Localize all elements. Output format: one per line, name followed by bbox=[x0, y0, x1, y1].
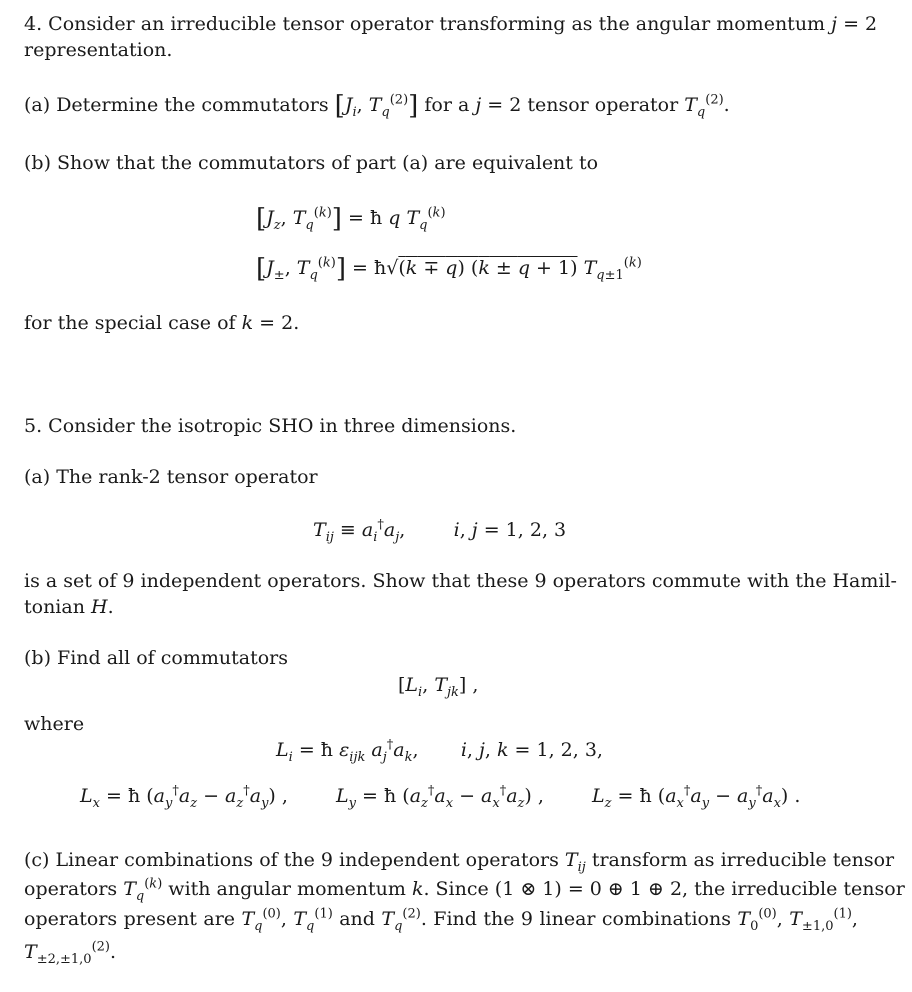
p4-equation-jz: [$J_z$, $T_q^{(k)}$] = ħ q $T_q^{(k)}$ bbox=[256, 204, 446, 234]
p4-part-a: (a) Determine the commutators [$J_i$, $T_q^{(2)}$] for a j = 2 tensor operator $T_q^{(2)}$. bbox=[24, 91, 730, 121]
p5-part-c-line-3: operators present are $T_q^{(0)}$, $T_q^{(1)}$ and $T_q^{(2)}$. Find the 9 linear combinations $T_0^{(0)}$, $T_{\pm 1,0}^{(1)}$, bbox=[24, 906, 858, 934]
p4-equation-jpm: [$J_\pm$, $T_q^{(k)}$] = ħ√(k ∓ q) (k ± q + 1) $T_{q\pm 1}^{(k)}$ bbox=[256, 254, 642, 284]
p5-equation-lz: $L_z$ = ħ $(a_x^\dagger a_y - a_y^\dagger a_x)$ . bbox=[592, 783, 801, 811]
p5-part-a: (a) The rank-2 tensor operator bbox=[24, 466, 318, 488]
p5-part-c-line-1: (c) Linear combinations of the 9 independent operators $T_{ij}$ transform as irreducible tensor bbox=[24, 849, 895, 875]
p5-part-c-line-4: $T_{\pm 2,\pm 1,0}^{(2)}$. bbox=[24, 939, 117, 967]
p5-part-c-line-2: operators $T_q^{(k)}$ with angular momentum k. Since (1 ⊗ 1) = 0 ⊕ 1 ⊕ 2, the irreducible tensor bbox=[24, 876, 905, 904]
p5-intro: 5. Consider the isotropic SHO in three dimensions. bbox=[24, 415, 517, 437]
p5-where: where bbox=[24, 713, 85, 735]
p5-equation-li: $L_i$ = ħ $\varepsilon_{ijk}$ $a_j^\dagger a_k$, i, j, k = 1, 2, 3, bbox=[276, 737, 603, 765]
p4-special-case: for the special case of k = 2. bbox=[24, 312, 300, 334]
p5-part-b: (b) Find all of commutators bbox=[24, 647, 288, 669]
p5-equation-commutator: [$L_i$, $T_{jk}$] , bbox=[398, 674, 479, 700]
p5-equation-lx: $L_x$ = ħ $(a_y^\dagger a_z - a_z^\dagger a_y)$ , bbox=[80, 783, 288, 811]
p5-part-a-text-2: tonian H. bbox=[24, 596, 114, 618]
p5-equation-tij: $T_{ij} \equiv a_i^\dagger a_j$, i, j = 1, 2, 3 bbox=[313, 517, 567, 545]
p5-part-a-text-1: is a set of 9 independent operators. Show that these 9 operators commute with the Hamil- bbox=[24, 570, 897, 592]
p5-equation-ly: $L_y$ = ħ $(a_z^\dagger a_x - a_x^\dagger a_z)$ , bbox=[336, 783, 544, 811]
p4-intro-line-1: 4. Consider an irreducible tensor operator transforming as the angular momentum j = 2 bbox=[24, 13, 878, 35]
p4-part-b: (b) Show that the commutators of part (a) are equivalent to bbox=[24, 152, 599, 174]
p4-intro-line-2: representation. bbox=[24, 39, 173, 61]
